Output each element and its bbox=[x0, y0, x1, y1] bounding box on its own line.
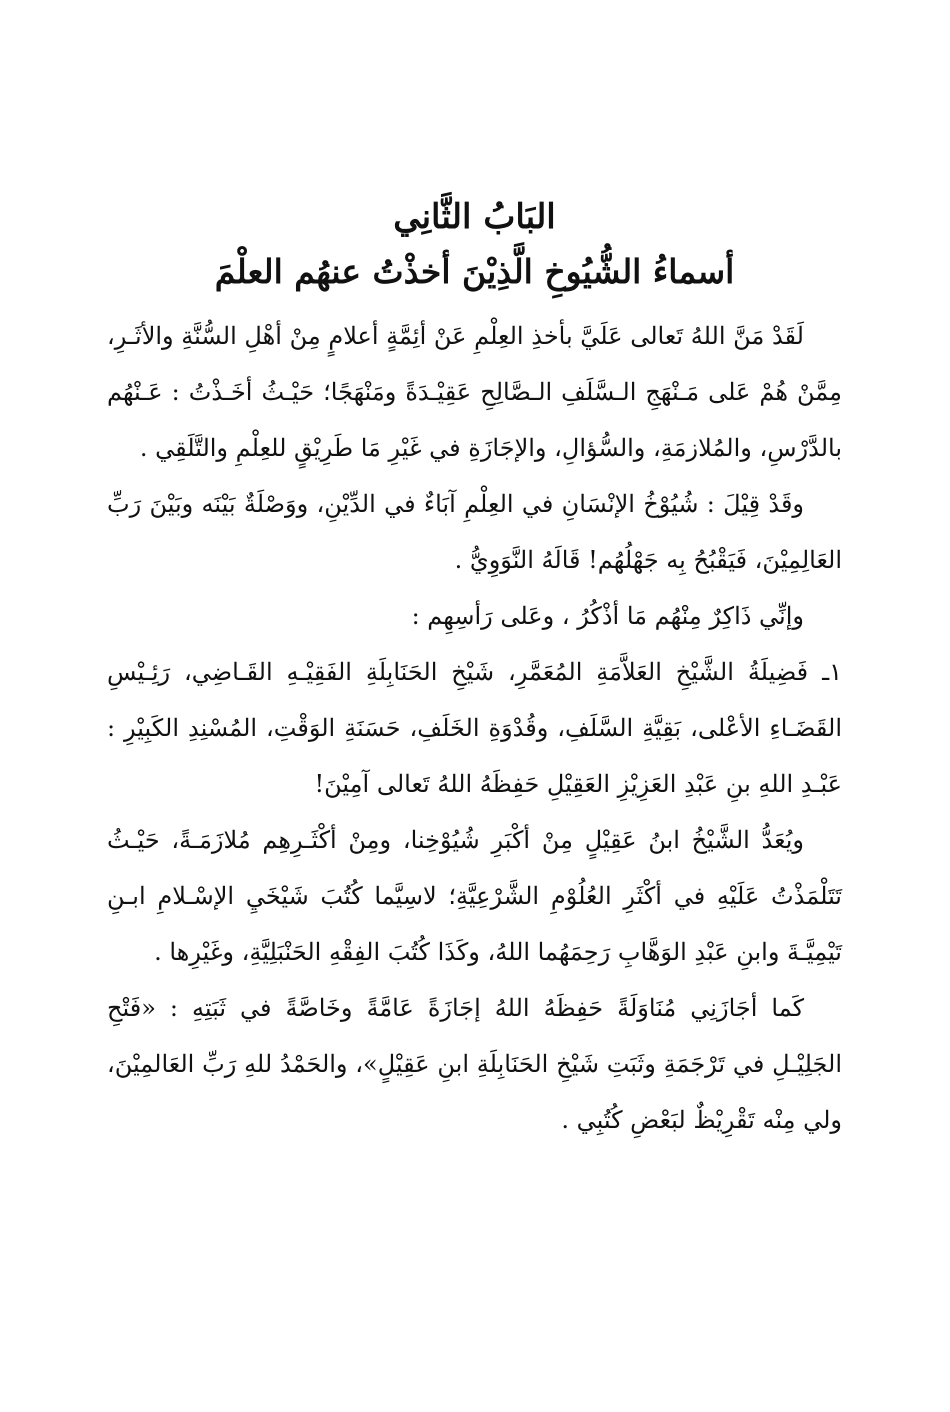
paragraph-ijaza: كَما أجَازَنِي مُنَاوَلَةً حَفِظَهُ اللهُ إجَازَةً عَامَّةً وخَاصَّةً في ثَبَتِهِ : «فَتْحِ الجَلِيْـلِ في تَرْجَمَةِ وثَبَتِ شَيْخِ الحَنَابِلَةِ ابنِ عَقِيْلٍ»، والحَمْدُ للهِ رَبِّ العَالمِيْنَ، ولي مِنْه تَقْرِيْظٌ لبَعْضِ كُتُبِي . bbox=[107, 994, 842, 1134]
chapter-label: البَابُ الثَّانِي bbox=[393, 197, 556, 237]
paragraph-quote: وقَدْ قِيْلَ : شُيُوْخُ الإنْسَانِ في العِلْمِ آبَاءٌ في الدِّيْنِ، ووَصْلَةٌ بَيْنَه وبَيْنَ رَبِّ العَالِمِيْنَ، فَيَقْبُحُ بِه جَهْلُهُم! قَالَهُ النَّوَوِيُّ . bbox=[107, 490, 842, 574]
chapter-title: أسماءُ الشُّيُوخِ الَّذِيْنَ أخذْتُ عنهُم العلْمَ bbox=[214, 252, 735, 291]
list-item-sheikh: ١ـ فَضِيلَةُ الشَّيْخِ العَلاَّمَةِ المُعَمَّرِ، شَيْخِ الحَنَابِلَةِ الفَقِيْـهِ القَـاضِي، رَئِـيْسِ القَضَـاءِ الأعْلى، بَقِيَّةِ السَّلَفِ، وقُدْوَةِ الخَلَفِ، حَسَنَةِ الوَقْتِ، المُسْنِدِ الكَبِيْرِ : عَبْـدِ اللهِ بنِ عَبْدِ العَزِيْزِ العَقِيْلِ حَفِظَهُ اللهُ تَعالى آمِيْنَ! bbox=[107, 658, 842, 798]
book-page bbox=[107, 190, 842, 1148]
paragraph-sheikh-study: ويُعَدُّ الشَّيْخُ ابنُ عَقِيْلٍ مِنْ أكْبَرِ شُيُوْخِنا، ومِنْ أكْثَـرِهِم مُلازَمَـةً، حَيْـثُ تَتَلْمَذْتُ عَلَيْهِ في أكْثَرِ العُلُوْمِ الشَّرْعِيَّةِ؛ لاسِيَّما كُتُبَ شَيْخَيِ الإسْـلامِ ابـنِ تَيْمِيَّـةَ وابنِ عَبْدِ الوَهَّابِ رَحِمَهُما اللهُ، وكَذَا كُتُبَ الفِقْهِ الحَنْبَلِيَّةِ، وغَيْرِها . bbox=[107, 826, 842, 966]
paragraph-intro: لَقَدْ مَنَّ اللهُ تَعالى عَلَيَّ بأخذِ العِلْمِ عَنْ أئِمَّةٍ أعلامٍ مِنْ أهْلِ السُّنَّةِ والأثَـرِ، مِمَّنْ هُمْ عَلى مَـنْهَجِ الـسَّلَفِ الـصَّالِحِ عَقِيْـدَةً ومَنْهَجًا؛ حَيْـثُ أخَـذْتُ : عَـنْهُم بالدَّرْسِ، والمُلازمَةِ، والسُّؤالِ، والإجَازَةِ في غَيْرِ مَا طَرِيْقٍ للعِلْمِ والتَّلَقِي . bbox=[107, 322, 842, 462]
paragraph-list-lead: وإنِّي ذَاكِرٌ مِنْهُم مَا أذْكُرُ ، وعَلى رَأسِهِم : bbox=[411, 602, 804, 630]
